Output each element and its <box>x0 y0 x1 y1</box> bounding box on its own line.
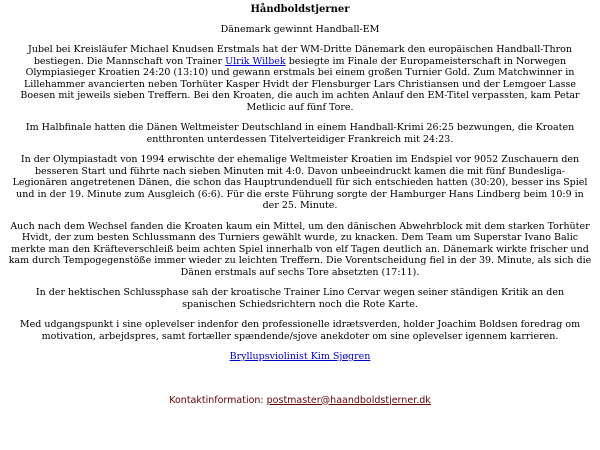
contact-info <box>8 395 592 406</box>
site-title: Håndboldstjerner <box>250 4 350 15</box>
article-paragraph-6: Med udgangspunkt i sine oplevelser indenfor den professionelle idrætsverden, holder Joachim Boldsen foredrag om motivation, arbejdspres, samt fortæller spændende/sjove anekdoter om sine oplevelser igennem karrieren. <box>19 319 581 342</box>
article-paragraph-3: In der Olympiastadt von 1994 erwischte der ehemalige Weltmeister Kroatien im Endspiel vor 9052 Zuschauern den besseren Start und führte nach sieben Minuten mit 4:0. Davon unbeeindruckt kamen die mit fünf Bundesliga-Legionären angetretenen Dänen, die schon das Hauptrundenduell für sich entschieden hatten (30:20), besser ins Spiel und in der 19. Minute zum Ausgleich (6:6). Für die erste Führung sorgte der Hamburger Hans Lindberg beim 10:9 in der 25. Minute. <box>12 154 588 211</box>
article-paragraph-5: In der hektischen Schlussphase sah der kroatische Trainer Lino Cervar wegen seiner ständigen Kritik an den spanischen Schiedsrichtern noch die Rote Karte. <box>35 287 565 310</box>
related-link[interactable]: Bryllupsviolinist Kim Sjøgren <box>229 351 371 362</box>
contact-email-link[interactable]: postmaster@haandboldstjerner.dk <box>266 394 431 406</box>
article-paragraph-4: Auch nach dem Wechsel fanden die Kroaten kaum ein Mittel, um den dänischen Abwehrblock mit dem starken Torhüter Hvidt, der zum besten Schlussmann des Turniers gewählt wurde, zu knacken. Dem Team um Superstar Ivano Balic merkte man den Kräfteverschleiß beim achten Spiel innerhalb von elf Tagen deutlich an. Dänemark wirkte frischer und kam durch Tempogegenstöße immer wieder zu leichten Treffern. Die Vorentscheidung fiel in der 39. Minute, als sich die Dänen erstmals auf sechs Tore absetzten (17:11). <box>8 220 592 278</box>
article-subtitle: Dänemark gewinnt Handball-EM <box>220 24 380 35</box>
related-link-block <box>8 351 592 363</box>
paragraph-text: besiegte im Finale der Europameisterschaft in Norwegen Olympiasieger Kroatien 24:20 (13:10) und gewann erstmals bei einem großen Turnier Gold. Zum Matchwinner in Lillehammer avancierten neben Torhüter Kasper Hvidt der Flensburger Lars Christiansen und der Lemgoer Lasse Boesen mit jeweils sieben Treffern. Bei den Kroaten, die auch im achten Anlauf den EM-Titel verpassten, kam Petar Metlicic auf fünf Tore. <box>20 55 580 113</box>
article-paragraph-1 <box>8 44 592 113</box>
paragraph-text: Jubel bei Kreisläufer Michael Knudsen Erstmals hat der WM-Dritte Dänemark den europäischen Handball-Thron bestiegen. Die Mannschaft von Trainer <box>28 44 572 67</box>
trainer-link[interactable]: Ulrik Wilbek <box>225 55 286 67</box>
contact-label: Kontaktinformation: <box>169 394 267 406</box>
article-paragraph-2: Im Halbfinale hatten die Dänen Weltmeister Deutschland in einem Handball-Krimi 26:25 bezwungen, die Kroaten entthronten unterdessen Titelverteidiger Frankreich mit 24:23. <box>25 122 575 145</box>
